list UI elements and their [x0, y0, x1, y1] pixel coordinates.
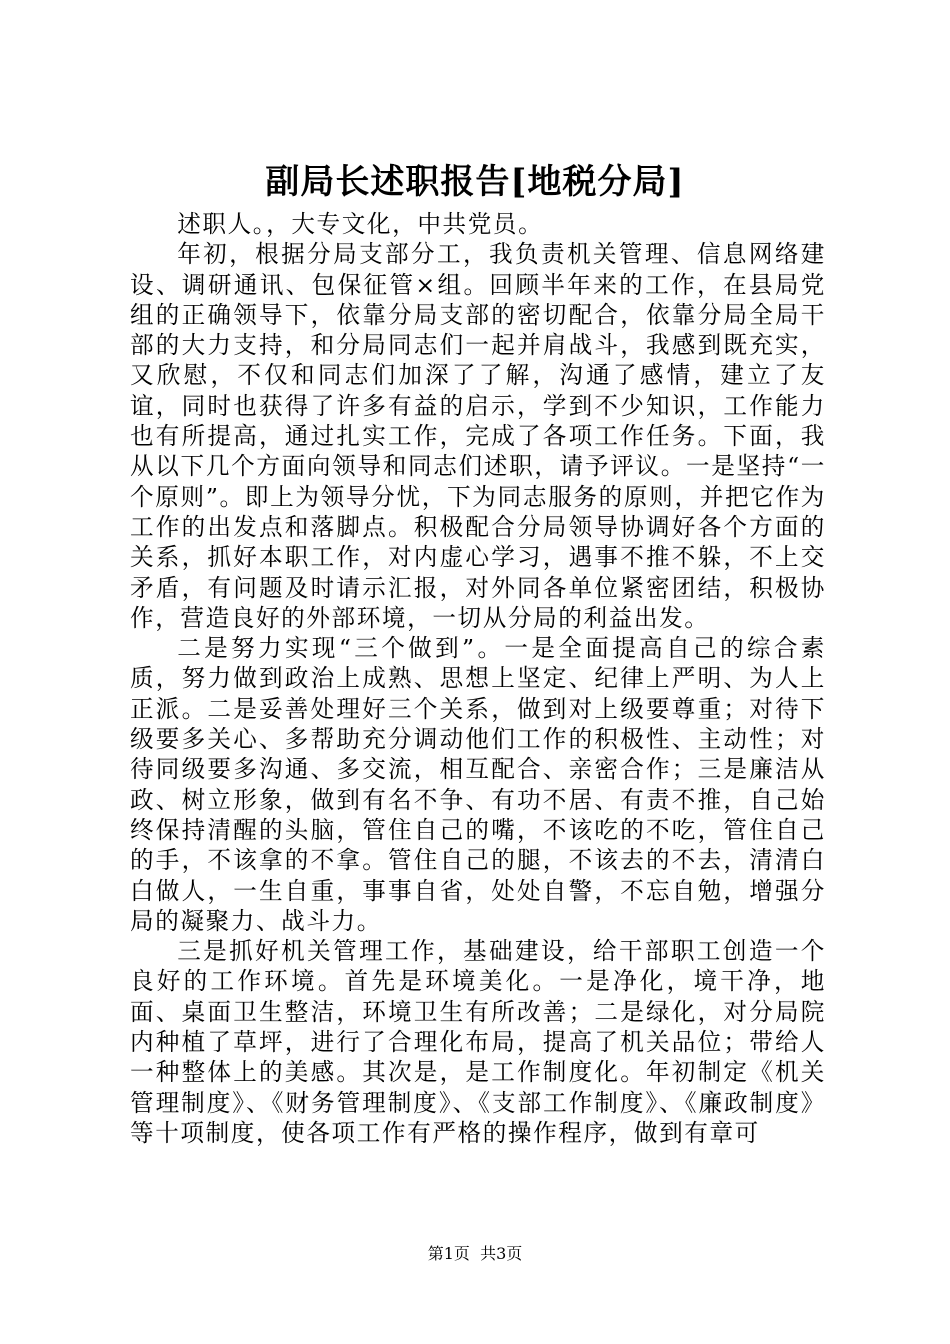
paragraph-two: 二是努力实现“三个做到”。一是全面提高自己的综合素质，努力做到政治上成熟、思想上坚定、纪律上严明、为人上正派。二是妥善处理好三个关系，做到对上级要尊重；对待下级要多关心、多帮助充分调动他们工作的积极性、主动性；对待同级要多沟通、多交流，相互配合、亲密合作；三是廉洁从政、树立形象，做到有名不争、有功不居、有责不推，自己始终保持清醒的头脑，管住自己的嘴，不该吃的不吃，管住自己的手，不该拿的不拿。管住自己的腿，不该去的不去，清清白白做人，一生自重，事事自省，处处自警，不忘自勉，增强分局的凝聚力、战斗力。 — [130, 634, 826, 935]
paragraph-intro: 述职人。，大专文化，中共党员。 — [177, 210, 544, 238]
document-title: 副局长述职报告[地税分局] — [265, 162, 685, 202]
paragraph-three: 三是抓好机关管理工作，基础建设，给干部职工创造一个良好的工作环境。首先是环境美化。一是净化，境干净，地面、桌面卫生整洁，环境卫生有所改善；二是绿化，对分局院内种植了草坪，进行了合理化布局，提高了机关品位；带给人一种整体上的美感。其次是，是工作制度化。年初制定《机关管理制度》、《财务管理制度》、《支部工作制度》、《廉政制度》等十项制度，使各项工作有严格的操作程序，做到有章可 — [130, 937, 826, 1147]
paragraph-one: 年初，根据分局支部分工，我负责机关管理、信息网络建设、调研通讯、包保征管×组。回顾半年来的工作，在县局党组的正确领导下，依靠分局支部的密切配合，依靠分局全局干部的大力支持，和分局同志们一起并肩战斗，我感到既充实，又欣慰，不仅和同志们加深了了解，沟通了感情，建立了友谊，同时也获得了许多有益的启示，学到不少知识，工作能力也有所提高，通过扎实工作，完成了各项工作任务。下面，我从以下几个方面向领导和同志们述职，请予评议。一是坚持“一个原则”。即上为领导分忧，下为同志服务的原则，并把它作为工作的出发点和落脚点。积极配合分局领导协调好各个方面的关系，抓好本职工作，对内虚心学习，遇事不推不躲，不上交矛盾，有问题及时请示汇报，对外同各单位紧密团结，积极协作，营造良好的外部环境，一切从分局的利益出发。 — [130, 240, 826, 632]
document-body — [130, 209, 826, 1148]
page-footer: 第1页 共3页 — [427, 1244, 523, 1263]
